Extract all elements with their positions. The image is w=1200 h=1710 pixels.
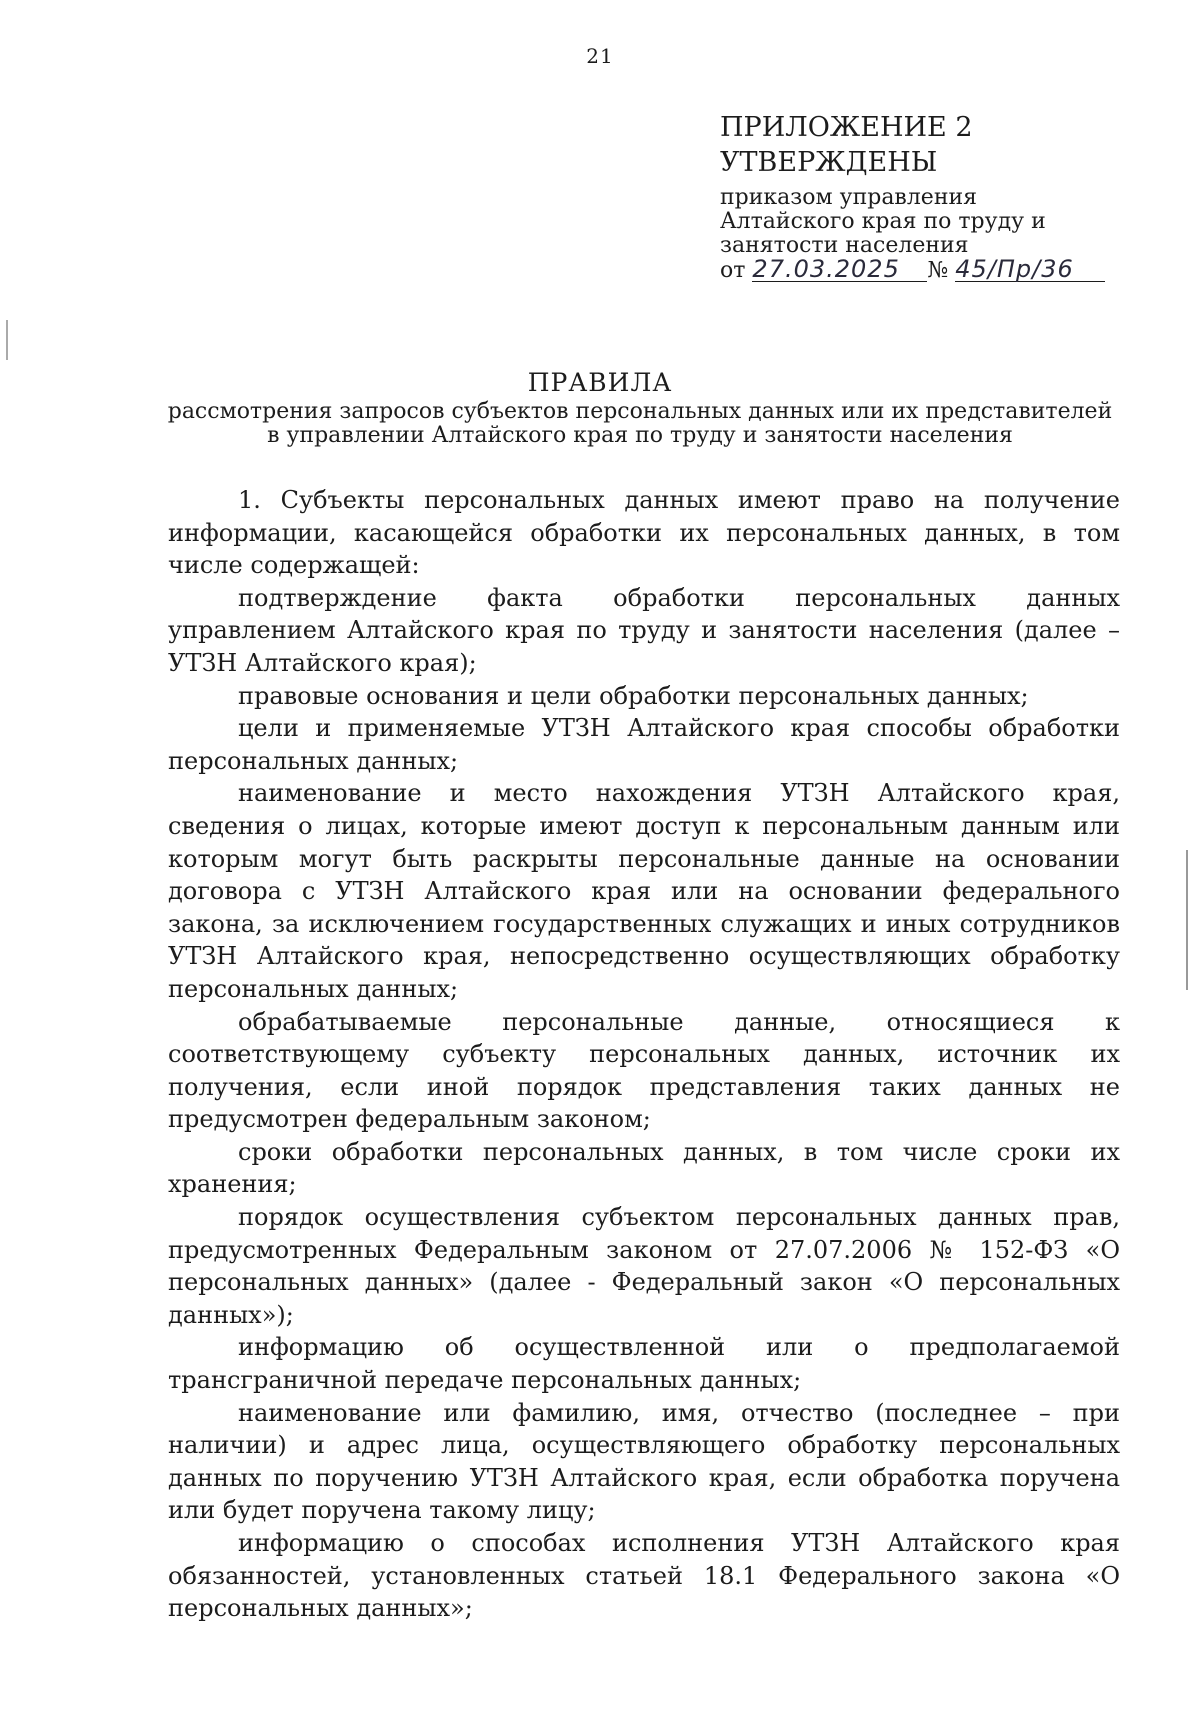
paragraph: информацию об осуществленной или о предполагаемой трансграничной передаче персональных данных;: [168, 1333, 1120, 1395]
scan-margin-mark: [6, 320, 8, 360]
approval-block: [720, 114, 1160, 283]
subtitle-line-2: в управлении Алтайского края по труду и занятости населения: [267, 423, 1013, 449]
paragraph: подтверждение факта обработки персональных данных управлением Алтайского края по труду и занятости населения (далее – УТЗН Алтайского края);: [168, 583, 1120, 677]
date-prefix: от: [720, 258, 746, 284]
document-subtitle: [160, 400, 1120, 448]
order-date-line: [720, 257, 1160, 283]
handwritten-order-number: 45/Пр/36: [955, 257, 1105, 282]
approval-line-1: приказом управления: [720, 185, 978, 210]
appendix-label: ПРИЛОЖЕНИЕ 2: [720, 112, 973, 143]
paragraph: цели и применяемые УТЗН Алтайского края способы обработки персональных данных;: [168, 714, 1120, 775]
number-prefix: №: [927, 258, 949, 284]
paragraph: обрабатываемые персональные данные, относящиеся к соответствующему субъекту персональных данных, источник их получения, если иной порядок представления таких данных не предусмотрен федеральным законом;: [168, 1007, 1120, 1134]
paragraph: наименование или фамилию, имя, отчество (последнее – при наличии) и адрес лица, осуществляющего обработку персональных данных по поручению УТЗН Алтайского края, если обработка поручена или будет поручена такому лицу;: [168, 1398, 1120, 1525]
paragraph: наименование и место нахождения УТЗН Алтайского края, сведения о лицах, которые имеют доступ к персональным данным или которым могут быть раскрыты персональные данные на основании договора с УТЗН Алтайского края или на основании федерального закона, за исключением государственных служащих и иных сотрудников УТЗН Алтайского края, непосредственно осуществляющих обработку персональных данных;: [168, 779, 1120, 1003]
page-number: 21: [586, 44, 614, 68]
subtitle-line-1: рассмотрения запросов субъектов персональных данных или их представителей: [167, 399, 1113, 424]
paragraph: 1. Субъекты персональных данных имеют право на получение информации, касающейся обработки их персональных данных, в том числе содержащей:: [168, 486, 1120, 580]
scan-margin-mark: [1186, 850, 1188, 990]
paragraph: правовые основания и цели обработки персональных данных;: [238, 681, 1029, 710]
approved-label: УТВЕРЖДЕНЫ: [720, 147, 938, 178]
approval-line-2: Алтайского края по труду и: [720, 208, 1046, 234]
paragraph: порядок осуществления субъектом персональных данных прав, предусмотренных Федеральным законом от 27.07.2006 № 152-ФЗ «О персональных данных» (далее - Федеральный закон «О персональных данных»);: [168, 1203, 1120, 1329]
handwritten-date: 27.03.2025: [752, 257, 927, 282]
document-body: [168, 484, 1120, 1625]
document-title: ПРАВИЛА: [527, 368, 673, 397]
paragraph: сроки обработки персональных данных, в том числе сроки их хранения;: [168, 1137, 1120, 1199]
approval-line-3: занятости населения: [720, 232, 969, 258]
paragraph: информацию о способах исполнения УТЗН Алтайского края обязанностей, установленных статьей 18.1 Федерального закона «О персональных данных»;: [168, 1529, 1120, 1623]
